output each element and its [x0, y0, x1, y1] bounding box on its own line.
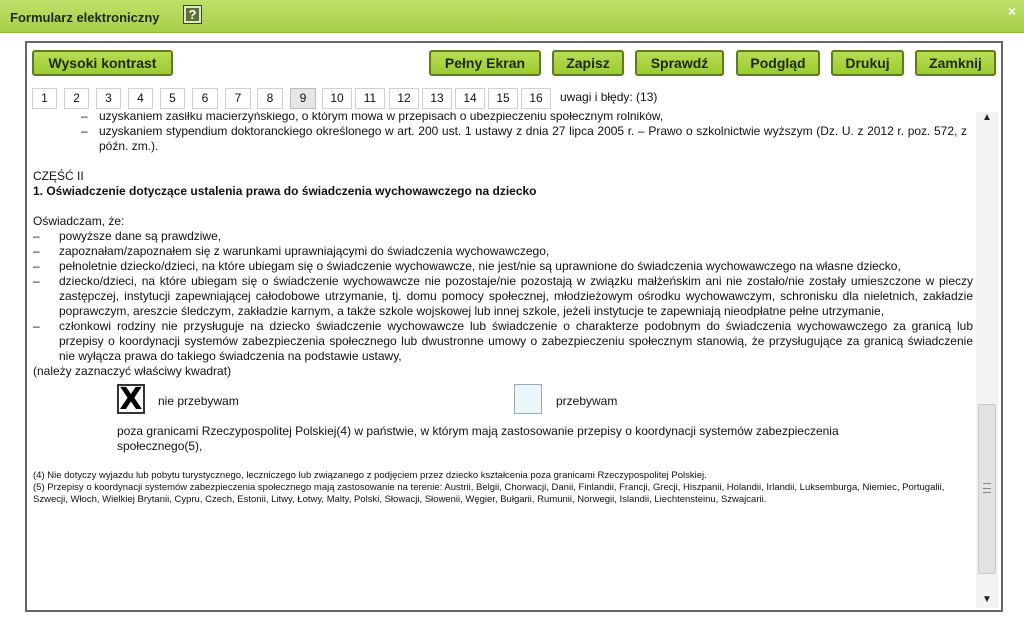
- notes-errors-link[interactable]: uwagi i błędy: (13): [560, 90, 658, 104]
- list-item: – uzyskaniem stypendium doktoranckiego określonego w art. 200 ust. 1 ustawy z dnia 27 lipca 2005 r. – Prawo o szkolnictwie wyższym (Dz. U. z 2012 r. poz. 572, z późn. zm.).: [81, 124, 967, 153]
- instruction-text: (należy zaznaczyć właściwy kwadrat): [33, 364, 232, 378]
- tab-page-1[interactable]: 1: [32, 88, 57, 109]
- high-contrast-button[interactable]: Wysoki kontrast: [32, 50, 173, 76]
- tab-page-7[interactable]: 7: [225, 88, 251, 109]
- declaration-intro: Oświadczam, że:: [33, 214, 125, 228]
- option-not-residing-label: nie przebywam: [158, 394, 239, 408]
- tab-page-14[interactable]: 14: [455, 88, 485, 109]
- statement-item: – powyższe dane są prawdziwe,: [33, 229, 222, 243]
- grip-icon: [983, 483, 991, 493]
- checkbox-residing[interactable]: [514, 384, 542, 414]
- form-frame: [25, 41, 1003, 612]
- tab-page-10[interactable]: 10: [322, 88, 352, 109]
- footnote-5: (5) Przepisy o koordynacji systemów zabezpieczenia społecznego mają zastosowanie na terenie: Austrii, Belgii, Chorwacji, Danii, Finlandii, Francji, Grecji, Hiszpanii, Holandii, Irlandii, Luksemburga, Niemiec, Portugalii, Szwecji, Włoch, Wielkiej Brytanii, Cypru, Czech, Estonii, Litwy, Łotwy, Malty, Polski, Słowacji, Słowenii, Węgier, Bułgarii, Rumunii, Norwegii, Islandii, Liechtensteinu, Szwajcarii.: [33, 482, 945, 505]
- vertical-scrollbar[interactable]: [976, 112, 998, 608]
- option-note: poza granicami Rzeczypospolitej Polskiej(4) w państwie, w którym mają zastosowanie przepisy o koordynacji systemów zabezpieczenia społecznego(5),: [117, 424, 839, 453]
- document-viewport: [33, 112, 973, 608]
- scroll-down-icon[interactable]: ▼: [982, 594, 992, 605]
- statement-item: – członkowi rodziny nie przysługuje na dziecko świadczenie wychowawcze lub świadczenie o charakterze podobnym do świadczenia wychowawczego za granicą lub przepisy o koordynacji systemów zabezpieczenia społecznego lub dwustronne umowy o zabezpieczeniu społecznym stanowią, że przysługujące za granicą świadczenie nie wyłącza prawa do takiego świadczenia na podstawie ustawy,: [33, 319, 973, 363]
- tab-page-3[interactable]: 3: [96, 88, 121, 109]
- checkbox-not-residing[interactable]: X: [117, 384, 145, 414]
- option-residing-label: przebywam: [556, 394, 618, 408]
- tab-page-11[interactable]: 11: [355, 88, 385, 109]
- section-label: CZĘŚĆ II: [33, 169, 84, 183]
- statement-item: – zapoznałam/zapoznałem się z warunkami uprawniającymi do świadczenia wychowawczego,: [33, 244, 550, 258]
- tab-page-9[interactable]: 9: [290, 88, 316, 109]
- save-button[interactable]: Zapisz: [552, 50, 624, 76]
- tab-page-12[interactable]: 12: [389, 88, 419, 109]
- residence-options: [33, 384, 973, 420]
- print-button[interactable]: Drukuj: [831, 50, 904, 76]
- window-title: Formularz elektroniczny: [10, 10, 160, 25]
- tab-page-4[interactable]: 4: [128, 88, 153, 109]
- preview-button[interactable]: Podgląd: [736, 50, 820, 76]
- tab-page-5[interactable]: 5: [160, 88, 185, 109]
- scroll-up-icon[interactable]: ▲: [982, 112, 992, 123]
- statement-item: – pełnoletnie dziecko/dzieci, na które ubiegam się o świadczenie wychowawcze, nie jest/nie są uprawnione do świadczenia wychowawczego na własne dziecko,: [33, 259, 901, 273]
- tab-page-6[interactable]: 6: [192, 88, 218, 109]
- check-button[interactable]: Sprawdź: [635, 50, 724, 76]
- scrollbar-thumb[interactable]: [978, 404, 996, 574]
- list-item: – uzyskaniem zasiłku macierzyńskiego, o którym mowa w przepisach o ubezpieczeniu społecznym rolników,: [81, 112, 664, 123]
- help-icon[interactable]: ?: [183, 5, 202, 24]
- title-bar: [0, 0, 1024, 33]
- close-form-button[interactable]: Zamknij: [915, 50, 996, 76]
- tab-page-8[interactable]: 8: [257, 88, 283, 109]
- tab-page-16[interactable]: 16: [521, 88, 551, 109]
- fullscreen-button[interactable]: Pełny Ekran: [429, 50, 541, 76]
- tab-page-15[interactable]: 15: [488, 88, 518, 109]
- document-body: [33, 112, 973, 506]
- statement-item: – dziecko/dzieci, na które ubiegam się o świadczenie wychowawcze nie pozostaje/nie pozostają w związku małżeńskim ani nie zostało/nie zostały umieszczone w pieczy zastępczej, instytucji zapewniającej całodobowe utrzymanie, tj. domu pomocy społecznej, młodzieżowym ośrodku wychowawczym, schronisku dla nieletnich, zakładzie poprawczym, areszcie śledczym, zakładzie karnym, a także szkole wojskowej lub innej szkole, jeżeli instytucje te zapewniają nieodpłatne pełne utrzymanie,: [33, 274, 973, 318]
- tab-page-13[interactable]: 13: [422, 88, 452, 109]
- section-heading: 1. Oświadczenie dotyczące ustalenia prawa do świadczenia wychowawczego na dziecko: [33, 184, 537, 198]
- footnote-4: (4) Nie dotyczy wyjazdu lub pobytu turystycznego, leczniczego lub związanego z podjęciem przez dziecko kształcenia poza granicami Rzeczypospolitej Polskiej.: [33, 470, 707, 481]
- tab-page-2[interactable]: 2: [64, 88, 89, 109]
- close-icon[interactable]: ×: [1007, 3, 1016, 19]
